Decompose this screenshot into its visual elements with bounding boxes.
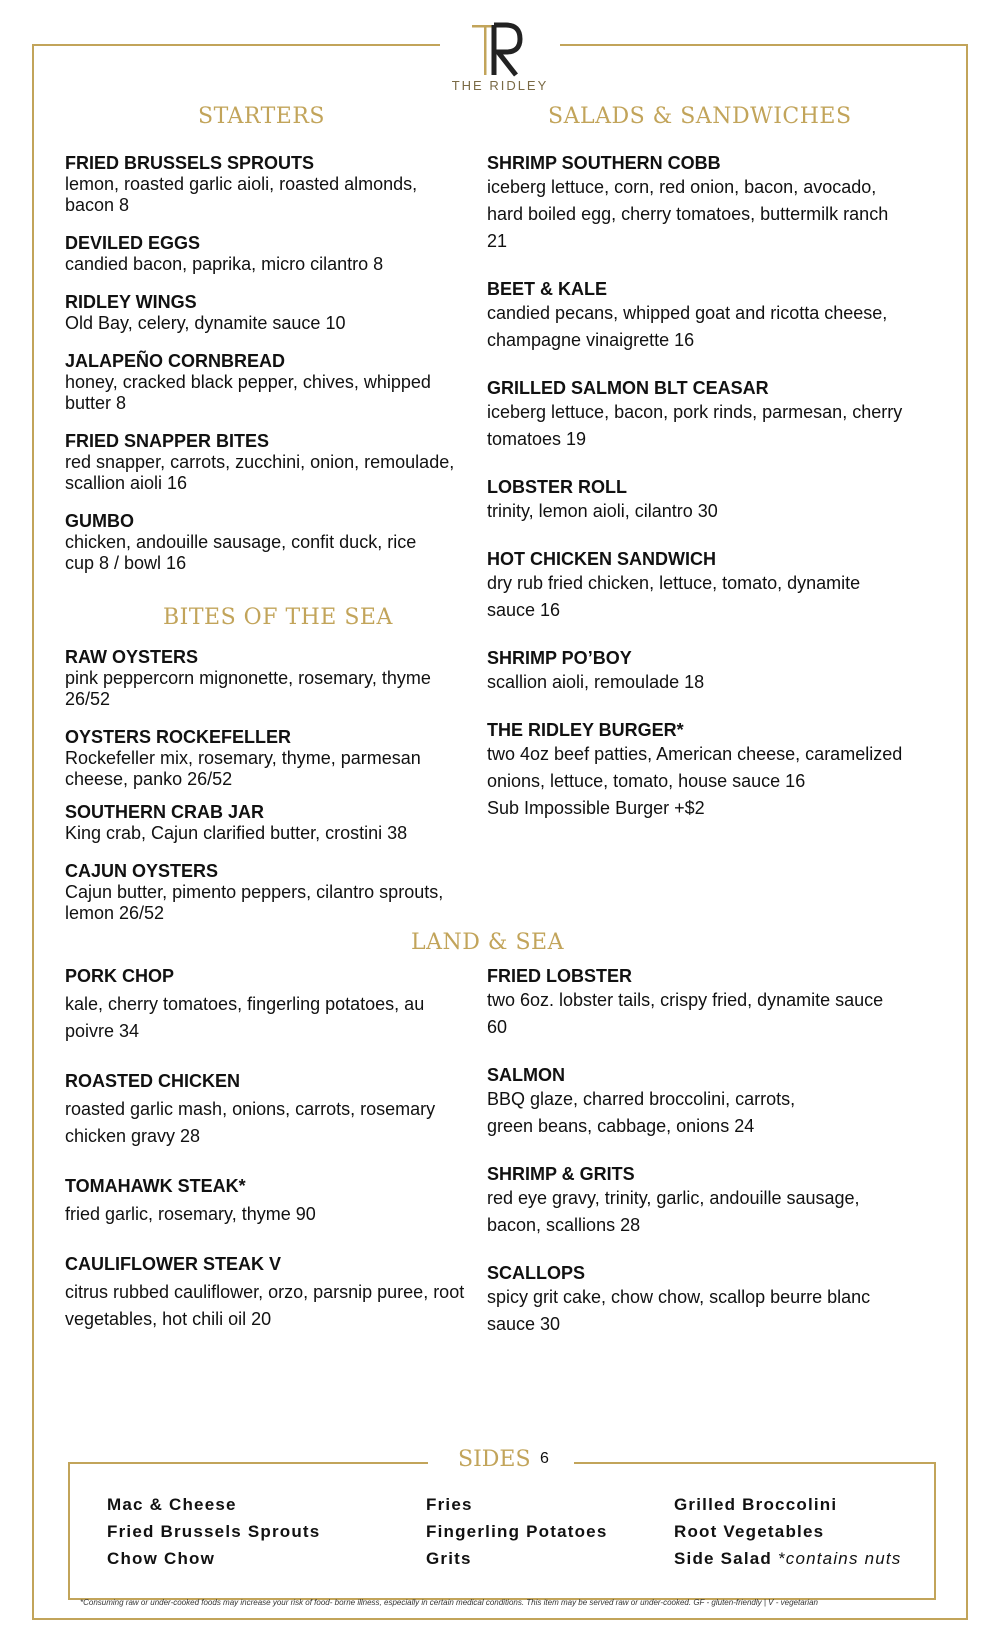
side-item: Grits <box>426 1549 472 1568</box>
menu-item <box>65 1254 465 1333</box>
land-sea-right-list <box>487 966 907 1338</box>
footnote: *Consuming raw or under-cooked foods may increase your risk of food- borne illness, especially in certain medical conditions. This item may be served raw or under-cooked. GF - gluten-friendly | V - vegetarian <box>80 1598 818 1607</box>
item-desc: Old Bay, celery, dynamite sauce 10 <box>65 313 346 333</box>
ridley-logo <box>450 22 550 100</box>
sides-price: 6 <box>540 1450 549 1467</box>
item-name: FRIED LOBSTER <box>487 966 633 986</box>
item-desc: BBQ glaze, charred broccolini, carrots, <box>487 1089 796 1109</box>
item-name: SHRIMP PO’BOY <box>487 648 632 668</box>
menu-item <box>487 720 912 822</box>
item-name: SHRIMP & GRITS <box>487 1164 635 1184</box>
item-desc: iceberg lettuce, bacon, pork rinds, parmesan, cherry tomatoes 19 <box>487 402 903 449</box>
item-desc: roasted garlic mash, onions, carrots, rosemary chicken gravy 28 <box>65 1099 436 1146</box>
menu-item <box>487 279 912 354</box>
side-item: Root Vegetables <box>674 1522 825 1541</box>
menu-item <box>65 1071 465 1150</box>
bites-title: BITES OF THE SEA <box>163 605 393 630</box>
item-desc: iceberg lettuce, corn, red onion, bacon, avocado, hard boiled egg, cherry tomatoes, buttermilk ranch 21 <box>487 177 889 251</box>
menu-item <box>487 1065 907 1140</box>
item-desc: King crab, Cajun clarified butter, crostini 38 <box>65 823 408 843</box>
item-name: OYSTERS ROCKEFELLER <box>65 727 292 747</box>
side-item-label: Side Salad <box>674 1549 772 1568</box>
item-desc: Cajun butter, pimento peppers, cilantro sprouts, lemon 26/52 <box>65 882 444 923</box>
item-name: LOBSTER ROLL <box>487 477 627 497</box>
item-name: HOT CHICKEN SANDWICH <box>487 549 716 569</box>
item-desc: Rockefeller mix, rosemary, thyme, parmesan cheese, panko 26/52 <box>65 748 421 789</box>
item-name: THE RIDLEY BURGER* <box>487 720 684 740</box>
item-desc: Sub Impossible Burger +$2 <box>487 798 705 818</box>
side-item: Fries <box>426 1495 473 1514</box>
item-desc: red snapper, carrots, zucchini, onion, remoulade, scallion aioli 16 <box>65 452 455 493</box>
item-name: CAJUN OYSTERS <box>65 861 219 881</box>
item-desc: lemon, roasted garlic aioli, roasted almonds, bacon 8 <box>65 174 418 215</box>
item-name: DEVILED EGGS <box>65 233 201 253</box>
menu-item <box>65 727 465 790</box>
item-name: RIDLEY WINGS <box>65 292 197 312</box>
sides-col-1 <box>107 1491 320 1572</box>
item-desc: spicy grit cake, chow chow, scallop beurre blanc sauce 30 <box>487 1287 871 1334</box>
land-sea-left-list <box>65 966 465 1333</box>
menu-item <box>487 1263 907 1338</box>
item-desc: two 6oz. lobster tails, crispy fried, dynamite sauce 60 <box>487 990 884 1037</box>
item-name: FRIED SNAPPER BITES <box>65 431 270 451</box>
menu-item <box>487 966 907 1041</box>
menu-item <box>487 648 912 696</box>
item-name: BEET & KALE <box>487 279 608 299</box>
item-desc: chicken, andouille sausage, confit duck, rice <box>65 532 417 552</box>
sides-col-3 <box>674 1491 902 1572</box>
menu-item <box>65 431 465 494</box>
side-item: Fried Brussels Sprouts <box>107 1522 321 1541</box>
side-item: Grilled Broccolini <box>674 1495 838 1514</box>
item-name: ROASTED CHICKEN <box>65 1071 241 1091</box>
side-item: Fingerling Potatoes <box>426 1522 608 1541</box>
item-desc: red eye gravy, trinity, garlic, andouille sausage, bacon, scallions 28 <box>487 1188 860 1235</box>
item-desc: two 4oz beef patties, American cheese, caramelized onions, lettuce, tomato, house sauce 16 <box>487 744 903 791</box>
menu-item <box>65 511 465 574</box>
item-desc: dry rub fried chicken, lettuce, tomato, dynamite sauce 16 <box>487 573 861 620</box>
item-desc: candied pecans, whipped goat and ricotta cheese, champagne vinaigrette 16 <box>487 303 888 350</box>
contains-nuts-note: *contains nuts <box>777 1549 902 1568</box>
item-name: JALAPEÑO CORNBREAD <box>65 351 286 371</box>
item-name: GRILLED SALMON BLT CEASAR <box>487 378 769 398</box>
menu-item <box>487 378 912 453</box>
item-name: PORK CHOP <box>65 966 175 986</box>
item-name: SHRIMP SOUTHERN COBB <box>487 153 721 173</box>
menu-item <box>487 549 912 624</box>
side-item: Chow Chow <box>107 1549 216 1568</box>
side-item: Mac & Cheese <box>107 1495 237 1514</box>
item-name: GUMBO <box>65 511 134 531</box>
item-name: RAW OYSTERS <box>65 647 199 667</box>
item-desc: scallion aioli, remoulade 18 <box>487 672 705 692</box>
item-desc: cup 8 / bowl 16 <box>65 553 187 573</box>
item-name: SALMON <box>487 1065 565 1085</box>
menu-item <box>65 153 465 216</box>
menu-item <box>65 966 465 1045</box>
bites-list <box>65 647 465 924</box>
logo-mark-icon <box>470 22 530 78</box>
sides-col-2 <box>426 1491 607 1572</box>
menu-item <box>65 292 465 334</box>
item-desc: candied bacon, paprika, micro cilantro 8 <box>65 254 384 274</box>
item-desc: fried garlic, rosemary, thyme 90 <box>65 1204 316 1224</box>
menu-item <box>65 802 465 844</box>
sides-title: SIDES <box>458 1447 531 1472</box>
menu-item <box>65 861 465 924</box>
item-name: SOUTHERN CRAB JAR <box>65 802 265 822</box>
starters-list <box>65 153 465 574</box>
menu-item <box>65 647 465 710</box>
item-desc: green beans, cabbage, onions 24 <box>487 1116 755 1136</box>
brand-name: THE RIDLEY <box>451 78 549 93</box>
menu-item <box>487 1164 907 1239</box>
starters-title: STARTERS <box>198 104 325 129</box>
menu-item <box>65 1176 465 1228</box>
item-name: TOMAHAWK STEAK* <box>65 1176 246 1196</box>
menu-item <box>65 233 465 275</box>
item-desc: citrus rubbed cauliflower, orzo, parsnip puree, root vegetables, hot chili oil 20 <box>65 1282 465 1329</box>
item-name: SCALLOPS <box>487 1263 586 1283</box>
menu-item <box>487 153 912 255</box>
item-name: FRIED BRUSSELS SPROUTS <box>65 153 315 173</box>
salads-title: SALADS & SANDWICHES <box>548 104 852 129</box>
land-sea-title: LAND & SEA <box>411 930 564 955</box>
item-name: CAULIFLOWER STEAK V <box>65 1254 281 1274</box>
item-desc: kale, cherry tomatoes, fingerling potatoes, au poivre 34 <box>65 994 425 1041</box>
item-desc: honey, cracked black pepper, chives, whipped butter 8 <box>65 372 431 413</box>
salads-list <box>487 153 912 822</box>
menu-item <box>65 351 465 414</box>
item-desc: trinity, lemon aioli, cilantro 30 <box>487 501 718 521</box>
side-item <box>674 1545 902 1572</box>
item-desc: pink peppercorn mignonette, rosemary, thyme 26/52 <box>65 668 431 709</box>
menu-item <box>487 477 912 525</box>
